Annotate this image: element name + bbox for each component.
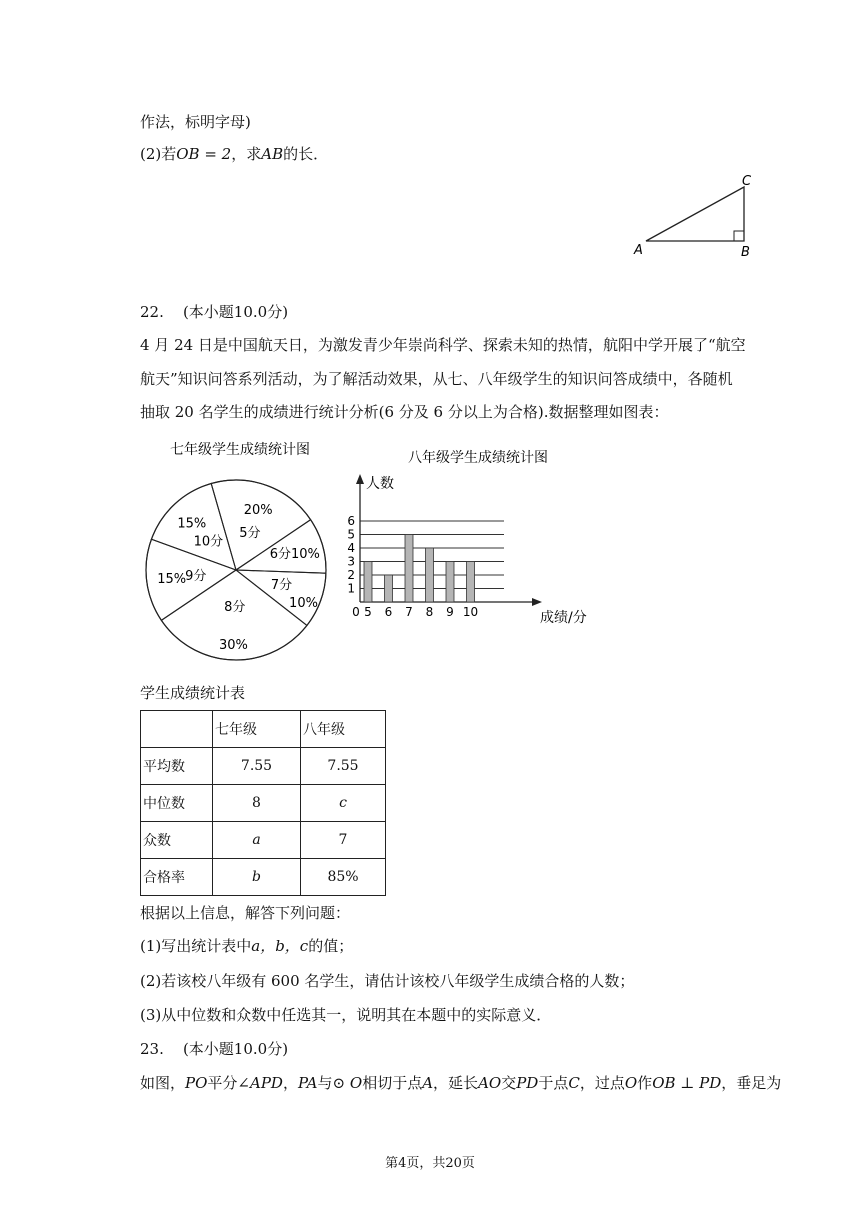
q21-line2-prefix: (2)若 bbox=[140, 145, 177, 163]
q22-sub1-vars: a，b，c bbox=[251, 937, 309, 955]
table-cell: 7 bbox=[301, 822, 386, 859]
x-tick-label: 10 bbox=[462, 605, 479, 619]
pie-slice-label: 9分 bbox=[185, 568, 207, 584]
pie-slice-label: 5分 bbox=[239, 525, 261, 541]
q21-line2-suffix: 的长． bbox=[283, 145, 329, 163]
bar-7 bbox=[405, 535, 413, 603]
table-header-grade8: 八年级 bbox=[301, 711, 386, 748]
q22-sub3: (3)从中位数和众数中任选其一，说明其在本题中的实际意义． bbox=[140, 1006, 552, 1024]
pie-slice-label: 10分 bbox=[193, 534, 224, 550]
pie-slice-label: 8分 bbox=[224, 599, 246, 615]
y-tick-label: 1 bbox=[347, 581, 355, 596]
bar-title: 八年级学生成绩统计图 bbox=[408, 450, 548, 466]
table-row bbox=[141, 822, 386, 859]
x-axis-arrow bbox=[532, 598, 542, 606]
triangle-abc bbox=[646, 187, 744, 241]
q22-header bbox=[140, 302, 288, 322]
q23-text: 与⊙ bbox=[317, 1074, 350, 1092]
page-footer: 第4页，共20页 bbox=[385, 1156, 475, 1171]
y-tick-label: 2 bbox=[347, 568, 355, 582]
table-cell: 平均数 bbox=[141, 748, 213, 785]
pie-slice-percent: 20% bbox=[243, 503, 273, 519]
y-tick-label: 3 bbox=[347, 554, 355, 569]
grade7-pie-chart bbox=[140, 436, 340, 668]
q23-text: 于点 bbox=[538, 1074, 569, 1092]
table-header-grade7: 七年级 bbox=[213, 711, 301, 748]
q23-math: ∠APD bbox=[237, 1074, 283, 1092]
table-cell: 85% bbox=[301, 859, 386, 896]
q22-score: (本小题10.0分) bbox=[182, 303, 289, 321]
pie-slice-percent: 10% bbox=[289, 595, 318, 611]
pie-slice-label: 6分10% bbox=[269, 547, 320, 563]
table-cell: 中位数 bbox=[141, 785, 213, 822]
q22-sub1 bbox=[140, 936, 353, 956]
x-axis-label: 成绩/分 bbox=[540, 610, 587, 626]
q23-text: 相切于点 bbox=[362, 1074, 423, 1092]
triangle-figure bbox=[628, 170, 760, 262]
grade8-bar-chart bbox=[340, 442, 602, 632]
q22-after: 根据以上信息，解答下列问题： bbox=[140, 904, 351, 922]
pie-slice-percent: 15% bbox=[177, 516, 207, 532]
q23-text: ，延长 bbox=[433, 1074, 479, 1092]
q23-text: 平分 bbox=[207, 1074, 238, 1092]
q23-text: ，垂足为 bbox=[721, 1074, 782, 1092]
q21-line2-math: OB = 2 bbox=[176, 145, 232, 163]
q23-text: 交 bbox=[501, 1074, 517, 1092]
bar-10 bbox=[467, 562, 475, 603]
table-cell: c bbox=[301, 785, 386, 822]
q23-math: O bbox=[349, 1074, 363, 1092]
q23-text: 作 bbox=[637, 1074, 653, 1092]
q21-line1: 作法，标明字母) bbox=[140, 113, 251, 131]
table-cell: 7.55 bbox=[301, 748, 386, 785]
q21-line2-mid: ，求 bbox=[231, 145, 262, 163]
pie-slice-percent: 30% bbox=[218, 637, 248, 653]
q23-score: (本小题10.0分) bbox=[182, 1040, 289, 1058]
y-axis-arrow bbox=[356, 474, 364, 484]
q23-para-line1 bbox=[140, 1073, 781, 1093]
label-c: C bbox=[742, 174, 752, 189]
y-tick-label: 5 bbox=[347, 527, 355, 542]
table-row bbox=[141, 711, 386, 748]
y-tick-label: 4 bbox=[347, 541, 355, 555]
x-tick-label: 6 bbox=[384, 605, 393, 619]
q23-math: O bbox=[624, 1074, 638, 1092]
table-cell: b bbox=[213, 859, 301, 896]
q22-para-line1: 4 月 24 日是中国航天日，为激发青少年崇尚科学、探索未知的热情，航阳中学开展了“航空 bbox=[140, 336, 746, 354]
stats-table bbox=[140, 710, 386, 896]
origin-label: 0 bbox=[352, 605, 360, 619]
bar-9 bbox=[446, 562, 454, 603]
q23-header bbox=[140, 1039, 288, 1059]
pie-slice-percent: 15% bbox=[157, 571, 187, 587]
q22-number: 22. bbox=[140, 303, 164, 321]
x-tick-label: 8 bbox=[425, 605, 434, 619]
table-cell: a bbox=[213, 822, 301, 859]
q23-math: PO bbox=[185, 1074, 208, 1092]
pie-slice-label: 7分 bbox=[270, 577, 293, 593]
q23-math: PA bbox=[297, 1074, 318, 1092]
q23-text: ， bbox=[282, 1074, 298, 1092]
q23-text: 如图， bbox=[140, 1074, 186, 1092]
table-row bbox=[141, 859, 386, 896]
bar-5 bbox=[364, 562, 372, 603]
q22-sub1-prefix: (1)写出统计表中 bbox=[140, 937, 252, 955]
table-cell: 8 bbox=[213, 785, 301, 822]
q22-para-line3: 抽取 20 名学生的成绩进行统计分析(6 分及 6 分以上为合格).数据整理如图表： bbox=[140, 403, 669, 421]
label-b: B bbox=[741, 245, 750, 260]
x-tick-label: 9 bbox=[446, 605, 454, 619]
label-a: A bbox=[634, 243, 643, 258]
table-cell: 合格率 bbox=[141, 859, 213, 896]
x-tick-label: 7 bbox=[405, 605, 413, 619]
y-tick-label: 6 bbox=[347, 514, 355, 528]
q23-text: ，过点 bbox=[579, 1074, 625, 1092]
q21-line2-math2: AB bbox=[261, 145, 284, 163]
q23-math: C bbox=[568, 1074, 580, 1092]
y-axis-label: 人数 bbox=[366, 476, 394, 492]
q23-number: 23. bbox=[140, 1040, 164, 1058]
table-row bbox=[141, 785, 386, 822]
q21-line2 bbox=[140, 144, 328, 164]
q22-sub1-suffix: 的值； bbox=[308, 937, 354, 955]
q22-para-line2: 航天”知识问答系列活动，为了解活动效果，从七、八年级学生的知识问答成绩中，各随机 bbox=[140, 370, 733, 388]
pie-title: 七年级学生成绩统计图 bbox=[170, 442, 310, 458]
table-cell bbox=[141, 711, 213, 748]
q23-math: PD bbox=[516, 1074, 539, 1092]
q23-math: A bbox=[422, 1074, 434, 1092]
table-caption: 学生成绩统计表 bbox=[140, 684, 246, 702]
table-cell: 众数 bbox=[141, 822, 213, 859]
table-cell: 7.55 bbox=[213, 748, 301, 785]
q23-math: OB ⊥ PD bbox=[652, 1074, 722, 1092]
table-row bbox=[141, 748, 386, 785]
q23-math: AO bbox=[478, 1074, 502, 1092]
bar-6 bbox=[385, 575, 393, 602]
q22-sub2: (2)若该校八年级有 600 名学生，请估计该校八年级学生成绩合格的人数； bbox=[140, 972, 635, 990]
bar-8 bbox=[426, 548, 434, 602]
x-tick-label: 5 bbox=[364, 605, 372, 619]
right-angle-mark bbox=[734, 231, 744, 241]
